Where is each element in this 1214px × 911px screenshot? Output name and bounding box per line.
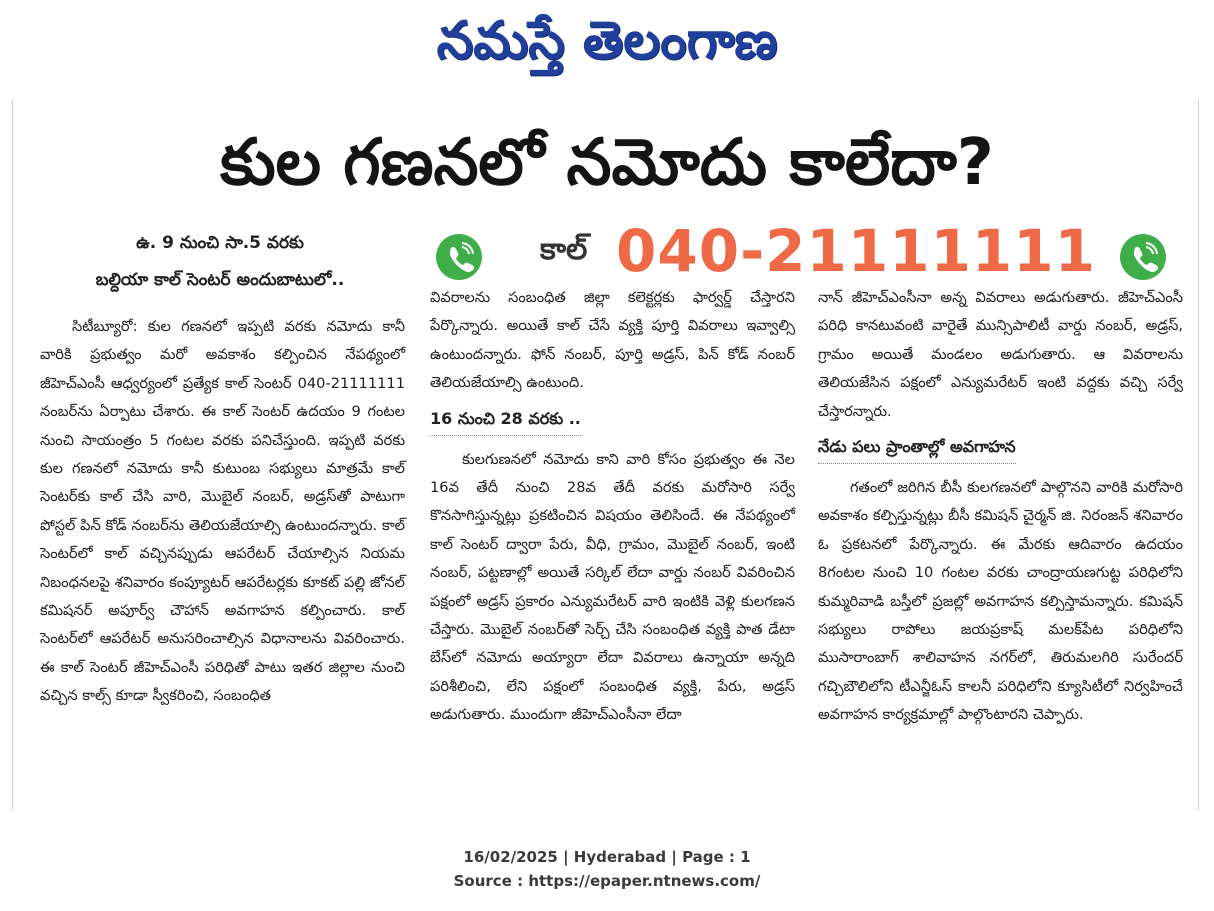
phone-icon (436, 234, 482, 280)
phone-icon-right (1120, 234, 1166, 280)
phone-icon-graphic-right (1120, 234, 1166, 280)
kicker-time: ఉ. 9 నుంచి సా.5 వరకు (136, 233, 304, 253)
call-center-number: 040-21111111 (616, 217, 1096, 285)
phone-icon-graphic (436, 234, 482, 280)
masthead-logo: నమస్తే తెలంగాణ (436, 11, 778, 71)
column3-paragraph-2: గతంలో జరిగిన బీసీ కులగణనలో పాల్గొనని వారికి మరోసారి అవకాశం కల్పిస్తున్నట్లు బీసీ కమిషన్‌ చైర్మన్‌ జి. నిరంజన్‌ శనివారం ఓ ప్రకటనలో పేర్కొన్నారు. ఈ మేరకు ఆదివారం ఉదయం 8గంటల నుంచి 10 గంటల వరకు చాంద్రాయణగుట్ట పరిధిలోని కుమ్మరివాడి బస్తీలో ప్రజల్లో అవగాహన కల్పిస్తామన్నారు. కమిషన్‌ సభ్యులు రాపోలు జయప్రకాష్‌ మలక్‌పేట పరిధిలోని ముసారాంబాగ్‌ శాలివాహన నగర్‌లో, తిరుమలగిరి సురేందర్‌ గచ్చిబౌలిలోని టీఎన్జీఓస్‌ కాలనీ పరిధిలోని క్యూసిటీలో నిర్వహించే అవగాహన కార్యక్రమాల్లో పాల్గొంటారని చెప్పారు. (818, 479, 1183, 724)
article-column-2 (430, 284, 795, 730)
footer-source-link[interactable]: Source : https://epaper.ntnews.com/ (453, 872, 761, 890)
column3-subheading: నేడు పలు ప్రాంతాల్లో అవగాహన (818, 434, 1016, 464)
footer-date-edition: 16/02/2025 | Hyderabad | Page : 1 (463, 848, 751, 866)
column2-paragraph-2: కులగుణనలో నమోదు కాని వారి కోసం ప్రభుత్వం ఈ నెల 16వ తేదీ నుంచి 28వ తేదీ వరకు మరోసారి సర్వే కొనసాగిస్తున్నట్లు ప్రకటించిన విషయం తెలిసిందే. ఈ నేపథ్యంలో కాల్‌ సెంటర్‌ ద్వారా పేరు, వీధి, గ్రామం, మొబైల్‌ నంబర్‌, ఇంటి నంబర్‌, పట్టణాల్లో అయితే సర్కిల్‌ లేదా వార్డు నంబర్‌ వివరించిన పక్షంలో అడ్రస్‌ ప్రకారం ఎన్యుమరేటర్‌ వారి ఇంటికి వెళ్లి కులగణన చేస్తారు. మొబైల్‌ నంబర్‌తో సెర్చ్‌ చేసి సంబంధిత వ్యక్తి పాత డేటా బేస్‌లో నమోదు అయ్యారా లేదా వివరాలు ఉన్నాయా అన్నది పరిశీలించి, లేని పక్షంలో సంబంధిత వ్యక్తి, పేరు, అడ్రస్‌ అడుగుతారు. ముందుగా జీహెచ్‌ఎంసీనా లేదా (430, 450, 795, 724)
column2-paragraph-1: వివరాలను సంబంధిత జిల్లా కలెక్టర్లకు ఫార్వర్డ్‌ చేస్తారని పేర్కొన్నారు. అయితే కాల్‌ చేసే వ్యక్తి పూర్తి వివరాలు ఇవ్వాల్సి ఉంటుందన్నారు. ఫోన్‌ నంబర్‌, పూర్తి అడ్రస్‌, పిన్‌ కోడ్‌ నంబర్‌ తెలియజేయాల్సి ఉంటుంది. (430, 289, 795, 392)
column1-paragraph: సిటీబ్యూరో: కుల గణనలో ఇప్పటి వరకు నమోదు కానీ వారికి ప్రభుత్వం మరో అవకాశం కల్పించిన నేపథ్యంలో జీహెచ్‌ఎంసీ ఆధ్వర్యంలో ప్రత్యేక కాల్‌ సెంటర్‌ 040-21111111 నంబర్‌ను ఏర్పాటు చేశారు. ఈ కాల్‌ సెంటర్‌ ఉదయం 9 గంటల నుంచి సాయంత్రం 5 గంటల వరకు పనిచేస్తుంది. ఇప్పటి వరకు కుల గణనలో నమోదు కానీ కుటుంబ సభ్యులు మాత్రమే కాల్‌ సెంటర్‌కు కాల్‌ చేసి వారి, మొబైల్‌ నంబర్‌, అడ్రస్‌తో పాటుగా పోస్టల్‌ పిన్‌ కోడ్‌ నంబర్‌ను తెలియజేయాల్సి ఉంటుందన్నారు. కాల్‌ సెంటర్‌లో కాల్‌ వచ్చినప్పుడు ఆపరేటర్‌ చేయాల్సిన నియమ నిబంధనలపై శనివారం కంప్యూటర్‌ ఆపరేటర్లకు కూకట్‌ పల్లి జోనల్‌ కమిషనర్‌ అపూర్వ్‌ చౌహాన్‌ అవగాహన కల్పించారు. కాల్‌ సెంటర్‌లో ఆపరేటర్‌ అనుసరించాల్సిన విధానాలను వివరించారు. ఈ కాల్‌ సెంటర్‌ జీహెచ్‌ఎంసీ పరిధితో పాటు ఇతర జిల్లాల నుంచి వచ్చిన కాల్స్‌ కూడా స్వీకరించి, సంబంధిత (40, 318, 405, 705)
article-column-3 (818, 284, 1183, 730)
headline: కుల గణనలో నమోదు కాలేదా? (220, 126, 994, 200)
call-label: కాల్‌ (540, 232, 588, 267)
column3-paragraph-1: నాన్‌ జీహెచ్‌ఎంసీనా అన్న వివరాలు అడుగుతారు. జీహెచ్‌ఎంసీ పరిధి కానటువంటి వారైతే మున్సిపాలిటీ వార్డు నంబర్‌, అడ్రస్‌, గ్రామం అయితే మండలం అడుగుతారు. ఆ వివరాలను తెలియజేసిన పక్షంలో ఎన్యుమరేటర్‌ ఇంటి వద్దకు వచ్చి సర్వే చేస్తారన్నారు. (818, 289, 1183, 420)
column2-subheading: 16 నుంచి 28 వరకు .. (430, 406, 581, 436)
kicker-call-center: బల్దియా కాల్‌ సెంటర్‌ అందుబాటులో.. (95, 270, 345, 290)
article-column-1 (40, 313, 405, 711)
